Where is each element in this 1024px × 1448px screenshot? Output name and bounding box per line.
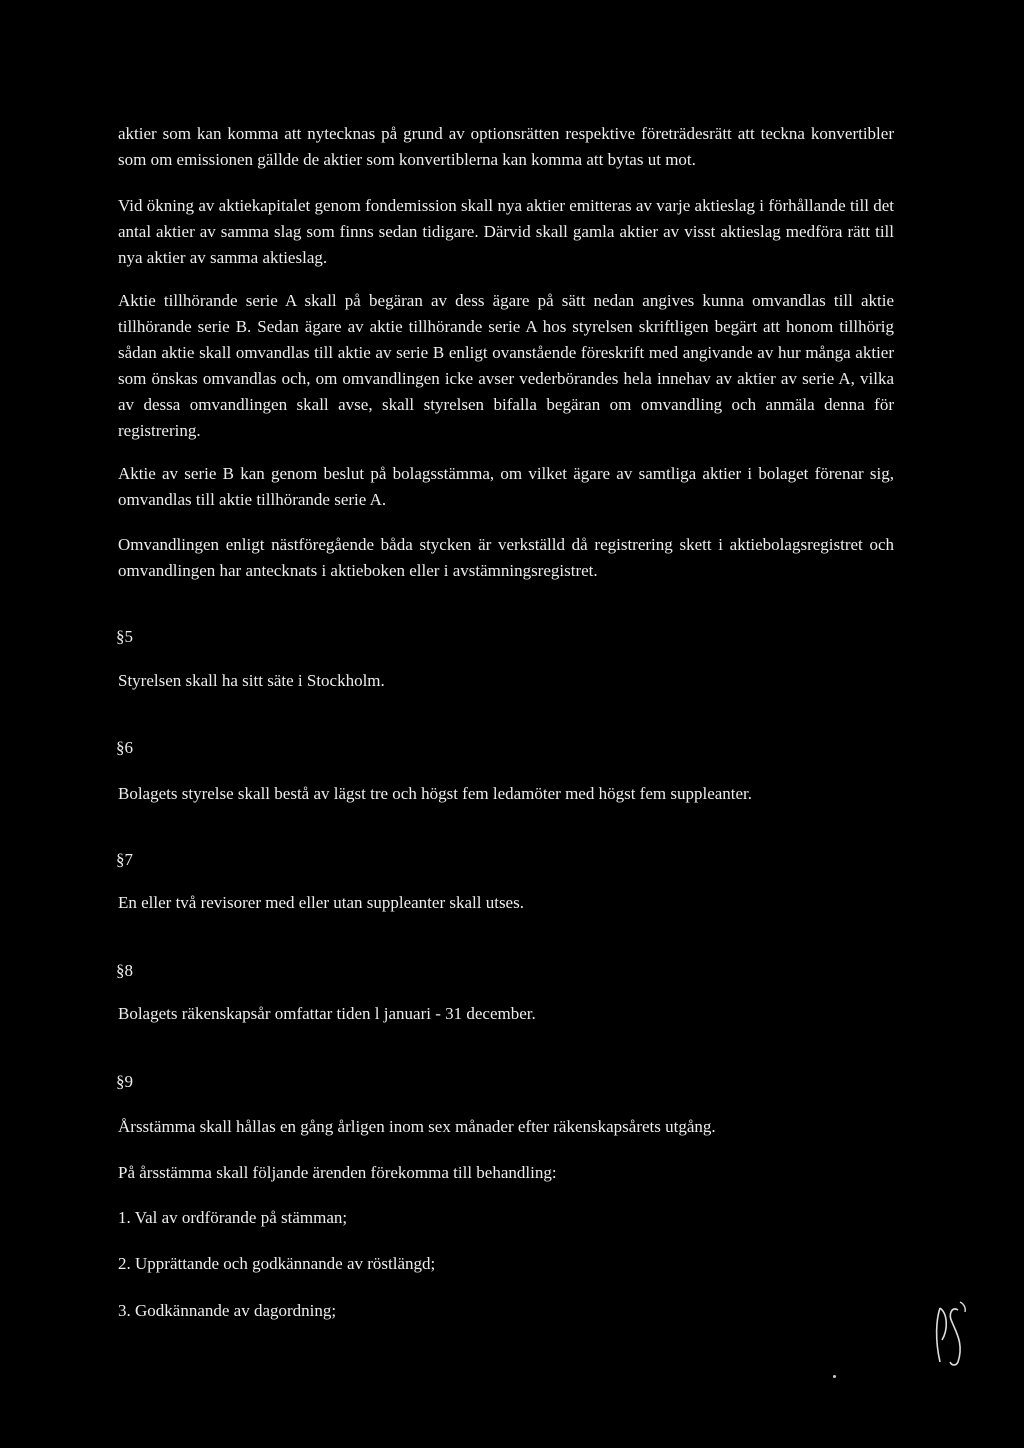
section-text-8: Bolagets räkenskapsår omfattar tiden l januari - 31 december. xyxy=(118,1004,536,1023)
section-heading-9: §9 xyxy=(116,1072,133,1091)
stray-mark xyxy=(833,1375,836,1378)
section-heading-5: §5 xyxy=(116,627,133,646)
section-text-5: Styrelsen skall ha sitt säte i Stockholm. xyxy=(118,671,385,690)
paragraph-conversion-rights: aktier som kan komma att nytecknas på grund av optionsrätten respektive företrädesrätt att teckna konvertibler som om emissionen gällde de aktier som konvertiblerna kan komma att bytas ut mot. xyxy=(118,124,894,169)
paragraph-share-conversion-a-to-b: Aktie tillhörande serie A skall på begäran av dess ägare på sätt nedan angives kunna omvandlas till aktie tillhörande serie B. Sedan ägare av aktie tillhörande serie A hos styrelsen skriftligen begärt att honom tillhörig sådan aktie skall omvandlas till aktie av serie B enligt ovanstående föreskrift med angivande av hur många aktier som önskas omvandlas och, om omvandlingen icke avser vederbörandes hela innehav av aktier av serie A, vilka av dessa omvandlingen skall avse, skall styrelsen bifalla begäran om omvandling och anmäla denna för registrering. xyxy=(118,291,894,440)
agenda-item: 3. Godkännande av dagordning; xyxy=(118,1301,337,1320)
initials-signature xyxy=(930,1300,970,1370)
paragraph-bonus-issue: Vid ökning av aktiekapitalet genom fondemission skall nya aktier emitteras av varje aktieslag i förhållande till det antal aktier av samma slag som finns sedan tidigare. Därvid skall gamla aktier av visst aktieslag medföra rätt till nya aktier av samma aktieslag. xyxy=(118,196,894,267)
agenda-item: 1. Val av ordförande på stämman; xyxy=(118,1208,348,1227)
section-text-7: En eller två revisorer med eller utan suppleanter skall utses. xyxy=(118,893,524,912)
agenda-item: 2. Upprättande och godkännande av röstlängd; xyxy=(118,1254,436,1273)
agenda-intro: På årsstämma skall följande ärenden förekomma till behandling: xyxy=(118,1163,557,1182)
section-heading-8: §8 xyxy=(116,961,133,980)
section-heading-6: §6 xyxy=(116,738,133,757)
section-text-9: Årsstämma skall hållas en gång årligen inom sex månader efter räkenskapsårets utgång. xyxy=(118,1117,716,1136)
paragraph-conversion-registration: Omvandlingen enligt nästföregående båda stycken är verkställd då registrering skett i aktiebolagsregistret och omvandlingen har antecknats i aktieboken eller i avstämningsregistret. xyxy=(118,535,894,580)
paragraph-share-conversion-b-to-a: Aktie av serie B kan genom beslut på bolagsstämma, om vilket ägare av samtliga aktier i bolaget förenar sig, omvandlas till aktie tillhörande serie A. xyxy=(118,464,894,509)
section-heading-7: §7 xyxy=(116,850,133,869)
section-text-6: Bolagets styrelse skall bestå av lägst tre och högst fem ledamöter med högst fem suppleanter. xyxy=(118,784,753,803)
